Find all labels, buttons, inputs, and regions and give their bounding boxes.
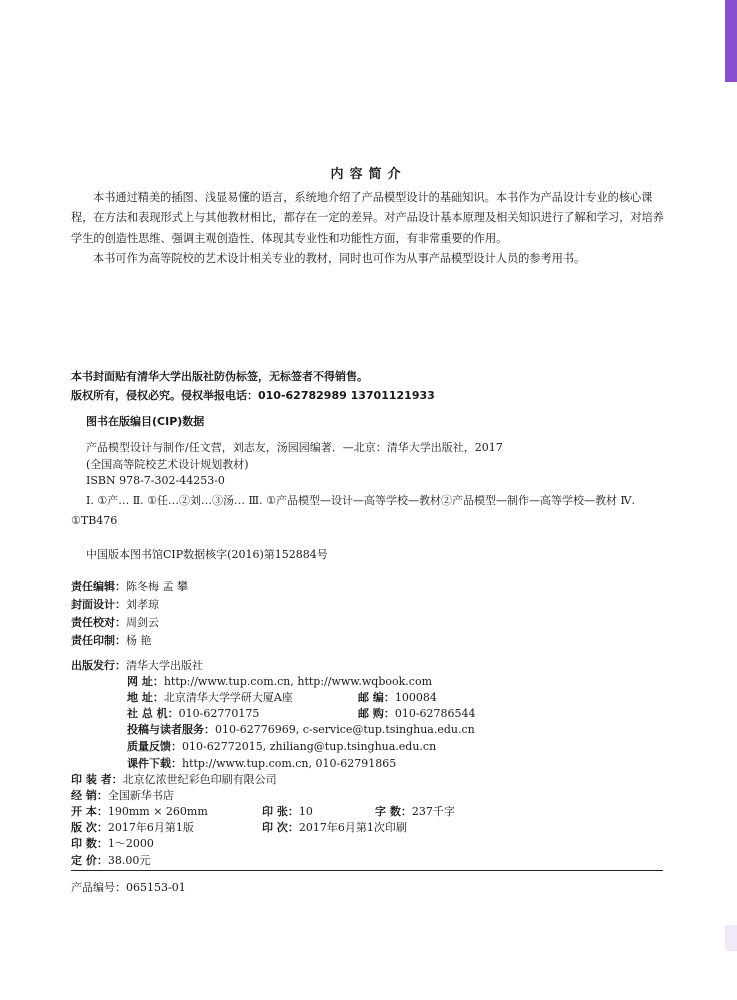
impression-row [262,819,407,835]
publisher-name: 清华大学出版社 [126,659,203,672]
switchboard-value: 010-62770175 [178,707,260,720]
address-value: 北京清华大学学研大厦A座 [163,691,293,704]
quality-value: 010-62772015, zhiliang@tup.tsinghua.edu.cn [182,740,437,753]
printer-value: 北京亿浓世纪彩色印刷有限公司 [122,773,277,786]
switchboard-label: 社 总 机： [127,707,179,720]
print-supervisor-value: 杨 艳 [126,634,152,647]
cover-design-label: 封面设计： [71,598,126,611]
postcode-row [358,689,437,705]
product-code: 产品编号：065153-01 [71,881,186,894]
word-count-row [375,803,455,819]
edition-label: 版 次： [71,821,108,834]
edition-row [71,819,194,835]
address-label: 地 址： [127,691,164,704]
website-label: 网 址： [127,675,164,688]
mail-order-value: 010-62786544 [394,707,476,720]
abstract-text [71,188,667,269]
cover-design-value: 刘孝琼 [126,598,159,611]
price-label: 定 价： [71,854,108,867]
cip-series: (全国高等院校艺术设计规划教材) [86,458,249,471]
price-row [71,852,150,868]
impression-value: 2017年6月第1次印刷 [298,821,407,834]
publisher-label: 出版发行： [71,659,126,672]
mail-order-row [358,705,476,721]
print-run-value: 1～2000 [107,837,154,850]
page-edge-marker [725,925,737,951]
switchboard-row [127,705,259,721]
cip-isbn: ISBN 978-7-302-44253-0 [86,474,225,487]
courseware-row [127,755,396,771]
section-title: 内容简介 [330,167,407,182]
purple-edge-tab [725,0,737,82]
editor-label: 责任编辑： [71,580,126,593]
cip-title: 图书在版编目(CIP)数据 [86,415,205,428]
printer-label: 印 装 者： [71,773,123,786]
website-value: http://www.tup.com.cn, http://www.wqbook.com [163,675,433,688]
editor-value: 陈冬梅 孟 攀 [126,580,188,593]
print-supervisor-label: 责任印制： [71,634,126,647]
publisher-row [71,657,203,673]
courseware-value: http://www.tup.com.cn, 010-62791865 [182,757,397,770]
sheets-row [262,803,313,819]
format-value: 190mm × 260mm [107,805,208,818]
address-row [127,689,293,705]
format-label: 开 本： [71,805,108,818]
editor-row [71,578,188,594]
copyright-notice: 版权所有，侵权必究。侵权举报电话：010-62782989 13701121933 [71,389,435,402]
submission-value: 010-62776969, c-service@tup.tsinghua.edu.cn [215,723,475,736]
submission-label: 投稿与读者服务： [127,723,215,736]
print-run-label: 印 数： [71,837,108,850]
submission-row [127,721,475,737]
edition-value: 2017年6月第1版 [107,821,194,834]
abstract-paragraph-1: 本书通过精美的插图、浅显易懂的语言，系统地介绍了产品模型设计的基础知识。本书作为产品设计专业的核心课程，在方法和表现形式上与其他教材相比，都存在一定的差异。对产品设计基本原理及相关知识进行了解和学习，对培养学生的创造性思维、强调主观创造性、体现其专业性和功能性方面，有非常重要的作用。 [71,191,664,245]
proofreader-label: 责任校对： [71,616,126,629]
distributor-value: 全国新华书店 [107,789,174,802]
distributor-row [71,787,174,803]
print-supervisor-row [71,632,152,648]
word-count-label: 字 数： [375,805,412,818]
cip-number: 中国版本图书馆CIP数据核字(2016)第152884号 [86,548,328,561]
format-row [71,803,208,819]
cip-classification: Ⅰ. ①产… Ⅱ. ①任…②刘…③汤… Ⅲ. ①产品模型—设计—高等学校—教材②产品模型—制作—高等学校—教材 Ⅳ. ①TB476 [71,494,635,527]
proofreader-row [71,614,159,630]
impression-label: 印 次： [262,821,299,834]
mail-order-label: 邮 购： [358,707,395,720]
price-value: 38.00元 [107,854,151,867]
divider-rule [71,870,663,871]
anti-counterfeit-notice: 本书封面贴有清华大学出版社防伪标签，无标签者不得销售。 [71,370,368,383]
cover-design-row [71,596,159,612]
cip-citation: 产品模型设计与制作/任文营，刘志友，汤园园编著．—北京：清华大学出版社，2017 [86,441,503,454]
sheets-label: 印 张： [262,805,299,818]
quality-row [127,738,436,754]
courseware-label: 课件下载： [127,757,182,770]
word-count-value: 237千字 [411,805,455,818]
printer-row [71,771,277,787]
website-row [127,673,432,689]
distributor-label: 经 销： [71,789,108,802]
postcode-value: 100084 [394,691,437,704]
abstract-paragraph-2: 本书可作为高等院校的艺术设计相关专业的教材，同时也可作为从事产品模型设计人员的参考用书。 [93,251,586,265]
sheets-value: 10 [298,805,313,818]
postcode-label: 邮 编： [358,691,395,704]
quality-label: 质量反馈： [127,740,182,753]
proofreader-value: 周剑云 [126,616,159,629]
print-run-row [71,835,154,851]
